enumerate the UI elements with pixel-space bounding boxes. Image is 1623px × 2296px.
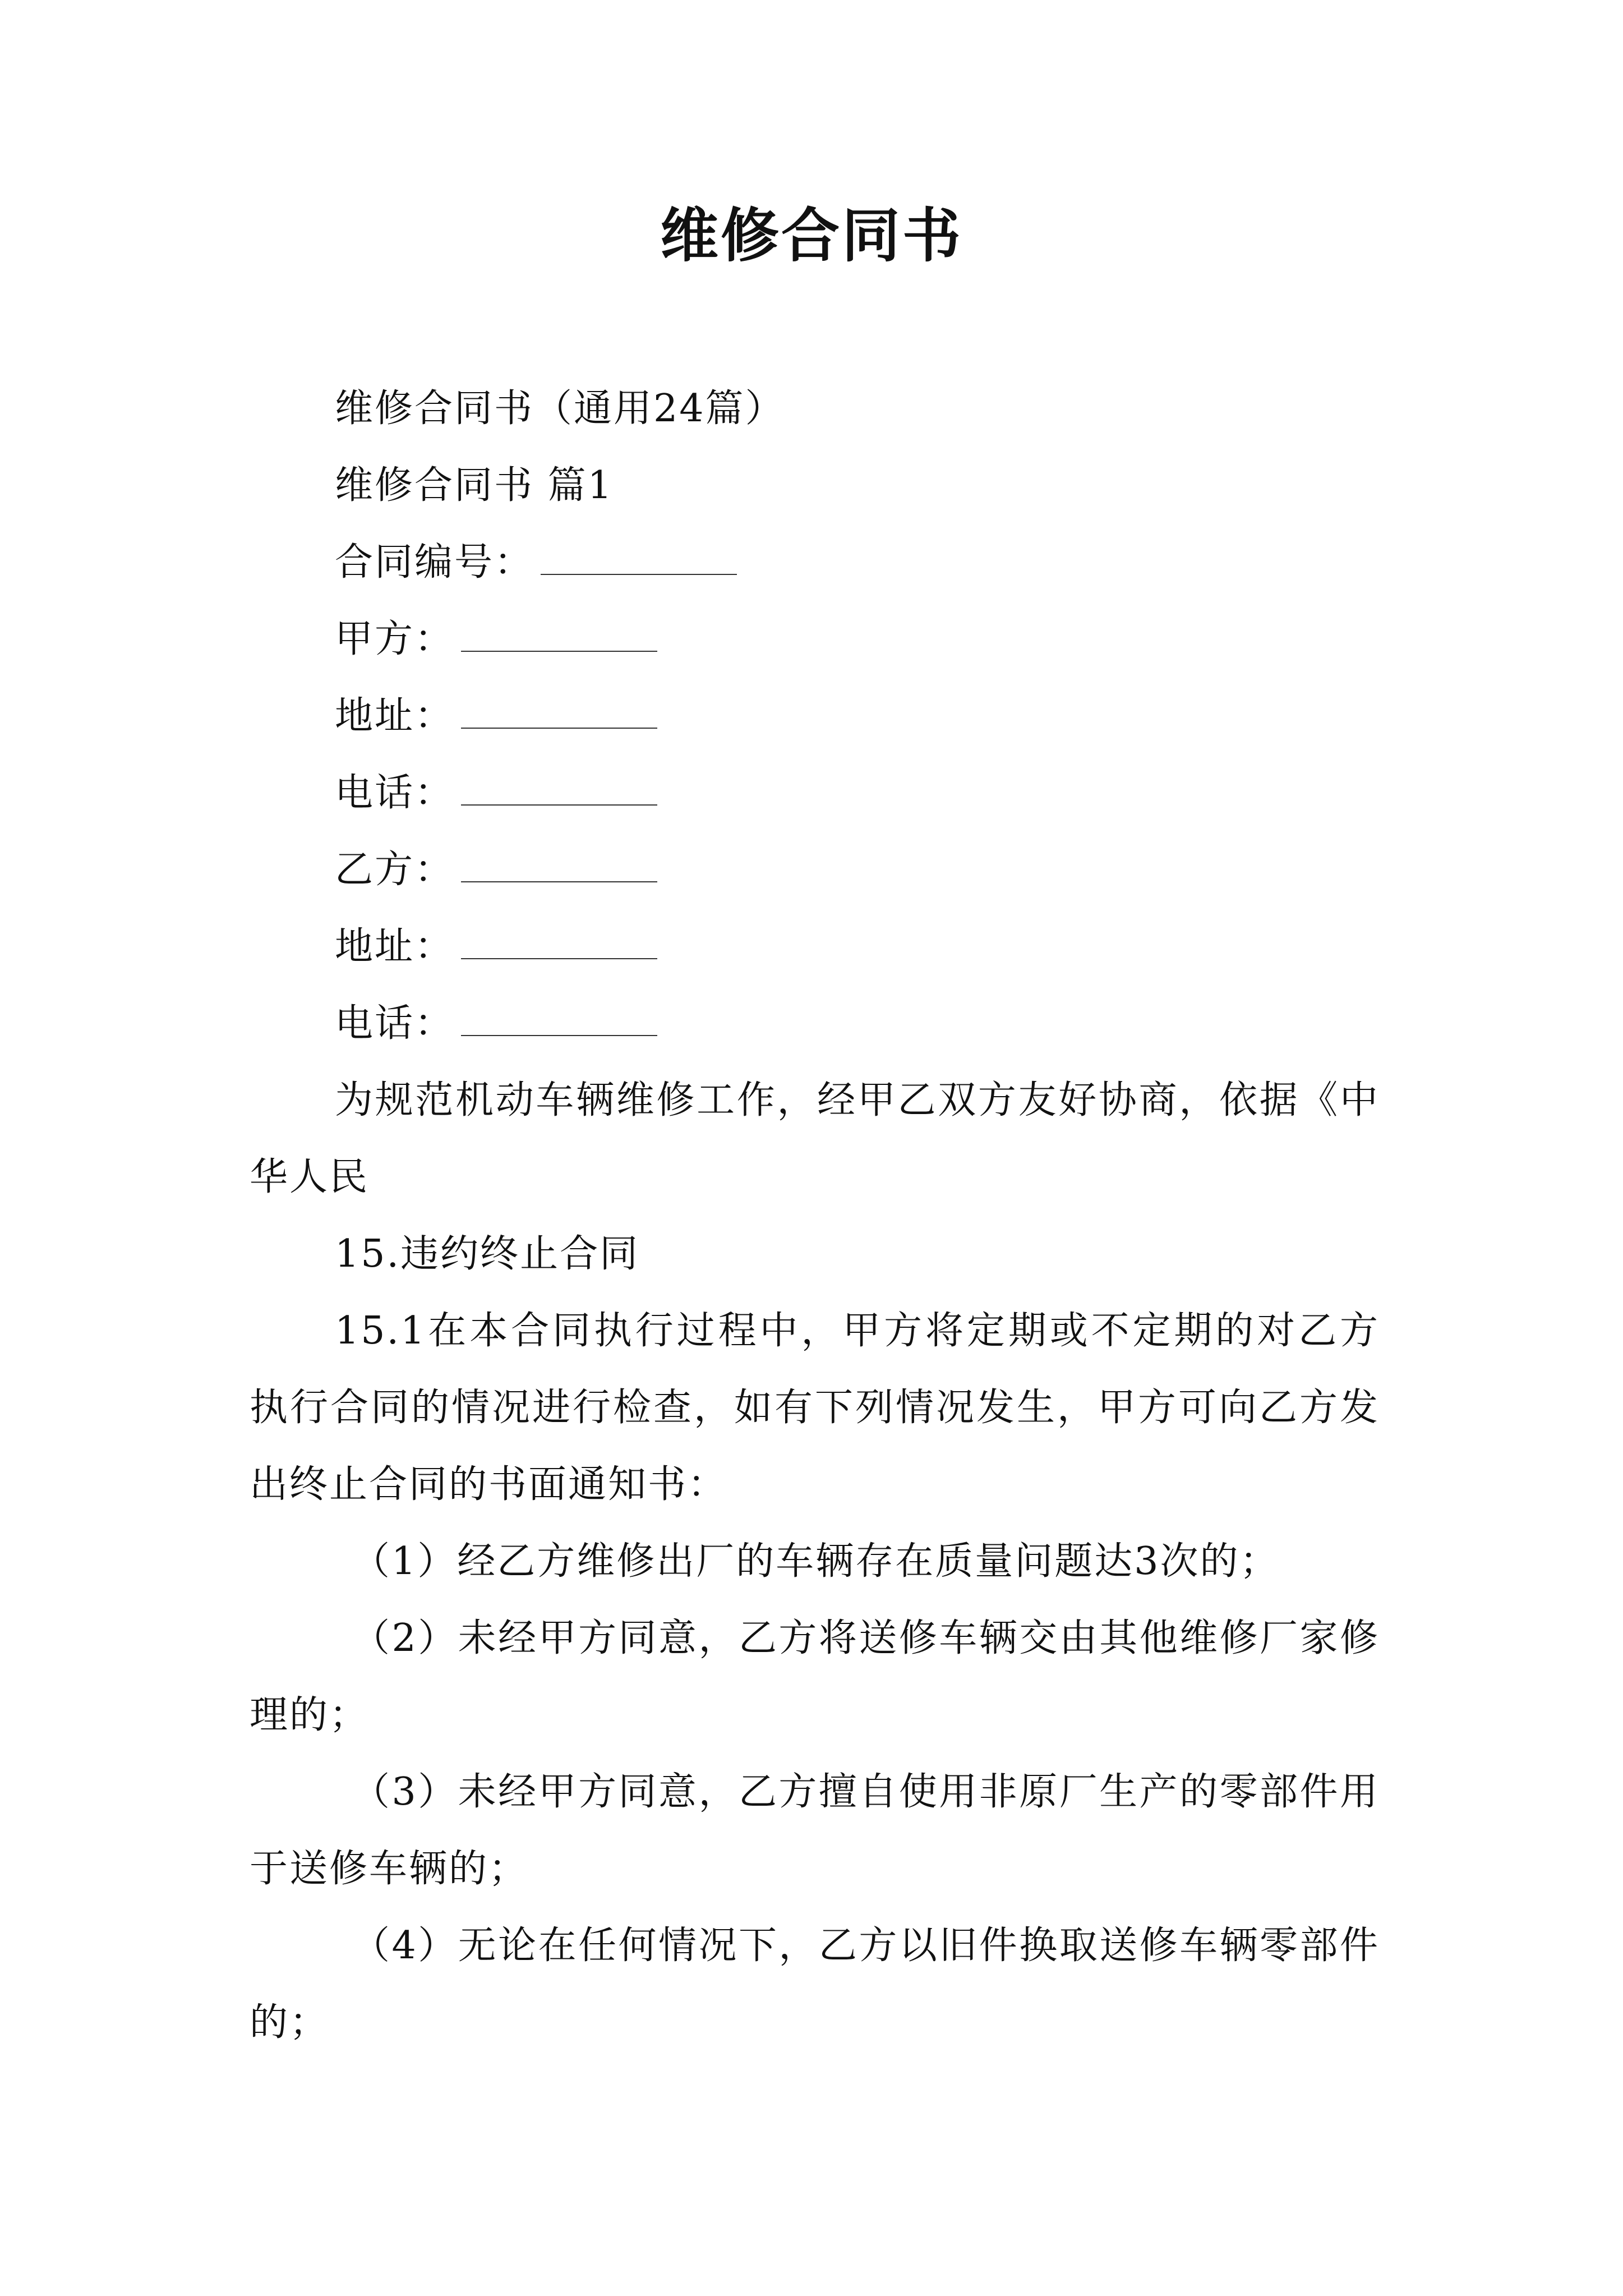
field-party-b-address — [250, 908, 1380, 985]
field-contract-number — [250, 524, 1380, 601]
clause-item-2: （2）未经甲方同意，乙方将送修车辆交由其他维修厂家修理的； — [250, 1616, 1380, 1737]
clause-15-1: 15.1在本合同执行过程中，甲方将定期或不定期的对乙方执行合同的情况进行检查，如有下列情况发生，甲方可向乙方发出终止合同的书面通知书： — [250, 1309, 1380, 1507]
document-title: 维修合同书 — [660, 201, 963, 270]
clause-item-4: （4）无论在任何情况下，乙方以旧件换取送修车辆零部件的； — [250, 1924, 1380, 2045]
field-label: 甲方： — [335, 617, 455, 661]
party-b-phone-blank — [461, 1004, 657, 1036]
clause-item-3: （3）未经甲方同意，乙方擅自使用非原厂生产的零部件用于送修车辆的； — [250, 1770, 1380, 1891]
field-party-a-address — [250, 678, 1380, 754]
intro-paragraph: 为规范机动车辆维修工作，经甲乙双方友好协商，依据《中华人民 — [250, 1078, 1380, 1199]
field-party-a — [250, 601, 1380, 678]
party-a-address-blank — [461, 696, 657, 729]
field-party-b — [250, 831, 1380, 908]
party-b-address-blank — [461, 927, 657, 959]
clause-item-1: （1）经乙方维修出厂的车辆存在质量问题达3次的； — [352, 1539, 1280, 1584]
field-label: 地址： — [335, 924, 455, 969]
clause-heading: 15.违约终止合同 — [335, 1232, 640, 1276]
document-subtitle: 维修合同书（通用24篇） — [335, 386, 785, 431]
contract-number-blank — [541, 542, 737, 575]
section-heading: 维修合同书 篇1 — [335, 463, 614, 508]
field-label: 电话： — [335, 771, 455, 815]
field-party-b-phone — [250, 985, 1380, 1062]
party-a-blank — [461, 619, 657, 652]
field-label: 电话： — [335, 1001, 455, 1046]
party-b-blank — [461, 850, 657, 882]
document-body — [250, 370, 1380, 2061]
field-label: 合同编号： — [335, 540, 534, 585]
field-label: 乙方： — [335, 848, 455, 892]
field-party-a-phone — [250, 754, 1380, 831]
field-label: 地址： — [335, 694, 455, 738]
party-a-phone-blank — [461, 773, 657, 806]
